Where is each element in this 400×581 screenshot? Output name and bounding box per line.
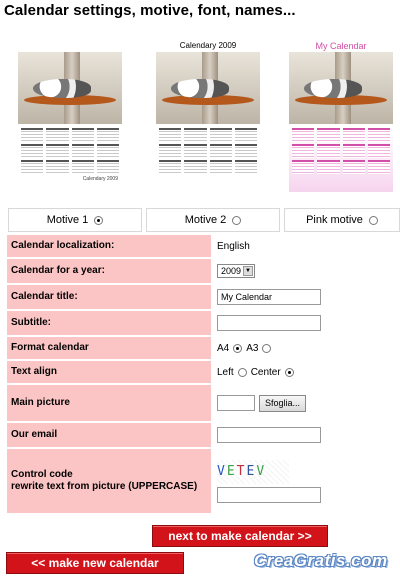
preview-photo xyxy=(156,52,260,124)
motive-1-radio[interactable] xyxy=(94,216,103,225)
make-new-calendar-button[interactable]: << make new calendar xyxy=(6,552,184,574)
format-label: Format calendar xyxy=(7,337,211,359)
motive-2-radio[interactable] xyxy=(232,216,241,225)
picture-file-field[interactable] xyxy=(217,395,255,411)
picture-label: Main picture xyxy=(7,385,211,421)
subtitle-input[interactable] xyxy=(217,315,321,331)
localization-label: Calendar localization: xyxy=(7,235,211,257)
localization-value: English xyxy=(217,240,250,252)
preview-motive-1[interactable] xyxy=(18,40,122,192)
motive-2-option[interactable] xyxy=(146,208,280,232)
control-code-hint: rewrite text from picture (UPPERCASE) xyxy=(11,481,198,492)
preview-pink-motive[interactable] xyxy=(289,40,393,192)
preview-photo xyxy=(18,52,122,124)
year-label: Calendar for a year: xyxy=(7,259,211,283)
motive-1-option[interactable] xyxy=(8,208,142,232)
creagratis-logo: CreaGratis.com xyxy=(254,551,388,570)
motive-label: Motive 1 xyxy=(46,214,89,226)
format-a4-radio[interactable] xyxy=(233,344,242,353)
align-label: Text align xyxy=(7,361,211,383)
subtitle-label: Subtitle: xyxy=(7,311,211,335)
preview-caption: My Calendar xyxy=(315,41,367,51)
format-a4-label: A4 xyxy=(217,342,230,354)
captcha-image: V E T E V xyxy=(217,460,289,484)
pink-motive-radio[interactable] xyxy=(369,216,378,225)
align-left-radio[interactable] xyxy=(238,368,247,377)
motive-label: Pink motive xyxy=(306,214,363,226)
preview-months xyxy=(289,124,393,174)
align-center-label: Center xyxy=(250,366,281,378)
preview-months xyxy=(156,124,260,174)
pink-motive-option[interactable] xyxy=(284,208,400,232)
preview-footer: Calendary 2009 xyxy=(82,176,118,182)
chevron-down-icon[interactable]: ▼ xyxy=(243,266,253,276)
preview-caption xyxy=(18,40,122,52)
control-code-title: Control code xyxy=(11,469,73,480)
title-label: Calendar title: xyxy=(7,285,211,309)
preview-months xyxy=(18,124,122,174)
page-title: Calendar settings, motive, font, names... xyxy=(4,2,296,19)
preview-caption: Calendary 2009 xyxy=(179,41,237,50)
email-label: Our email xyxy=(7,423,211,447)
motive-label: Motive 2 xyxy=(184,214,227,226)
settings-form xyxy=(7,235,329,515)
email-input[interactable] xyxy=(217,427,321,443)
year-select[interactable] xyxy=(217,264,255,278)
preview-photo xyxy=(289,52,393,124)
control-code-input[interactable] xyxy=(217,487,321,503)
control-code-label xyxy=(7,449,211,513)
format-a3-label: A3 xyxy=(246,342,259,354)
align-left-label: Left xyxy=(217,366,234,378)
title-input[interactable] xyxy=(217,289,321,305)
format-a3-radio[interactable] xyxy=(262,344,271,353)
year-value: 2009 xyxy=(221,266,242,276)
next-button[interactable]: next to make calendar >> xyxy=(152,525,328,547)
browse-button[interactable]: Sfoglia... xyxy=(259,395,306,412)
preview-motive-2[interactable] xyxy=(156,40,260,192)
align-center-radio[interactable] xyxy=(285,368,294,377)
